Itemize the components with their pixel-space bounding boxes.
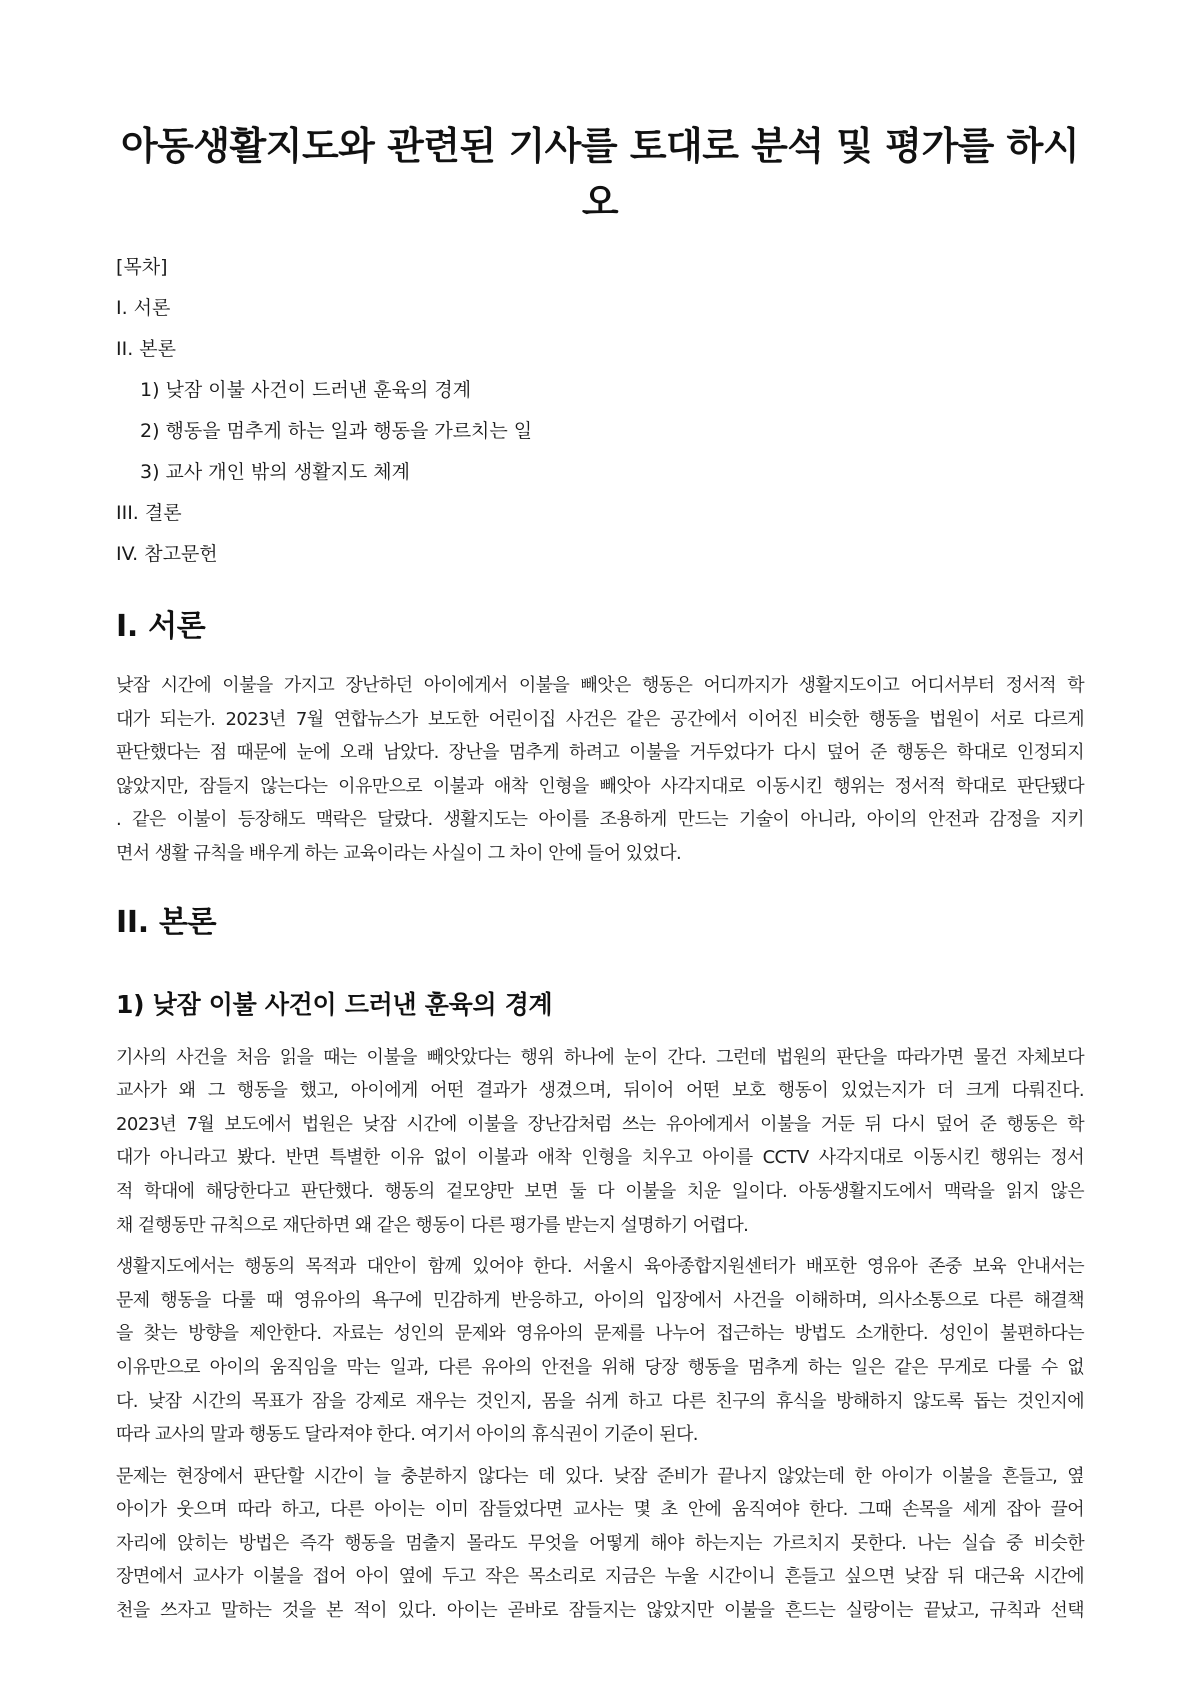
text-line: 생활지도에서는 행동의 목적과 대안이 함께 있어야 한다. 서울시 육아종합지원센터가 배포한 영유아 존중 보육 안내서는 — [116, 1256, 1084, 1278]
text-line: 장면에서 교사가 이불을 접어 아이 옆에 두고 작은 목소리로 지금은 누울 시간이니 흔들고 싶으면 낮잠 뒤 대근육 시간에 — [116, 1566, 1084, 1588]
toc-item-conclusion: III. 결론 — [116, 502, 182, 524]
toc-item-references: IV. 참고문헌 — [116, 543, 218, 565]
text-line: 판단했다는 점 때문에 눈에 오래 남았다. 장난을 멈추게 하려고 이불을 거두었다가 다시 덮어 준 행동은 학대로 인정되지 — [116, 742, 1084, 764]
text-line: 다. 낮잠 시간의 목표가 잠을 강제로 재우는 것인지, 몸을 쉬게 하고 다른 친구의 휴식을 방해하지 않도록 돕는 것인지에 — [116, 1390, 1084, 1412]
section-heading-body: II. 본론 — [116, 904, 217, 940]
toc-item-introduction: I. 서론 — [116, 297, 171, 319]
text-line: 아이가 웃으며 따라 하고, 다른 아이는 이미 잠들었다면 교사는 몇 초 안에 움직여야 한다. 그때 손목을 세게 잡아 끌어 — [116, 1499, 1084, 1521]
text-line: 낮잠 시간에 이불을 가지고 장난하던 아이에게서 이불을 빼앗은 행동은 어디까지가 생활지도이고 어디서부터 정서적 학 — [116, 675, 1084, 696]
body-paragraph-1 — [116, 1041, 1084, 1243]
intro-paragraph — [116, 669, 1084, 871]
text-line: 문제는 현장에서 판단할 시간이 늘 충분하지 않다는 데 있다. 낮잠 준비가 끝나지 않았는데 한 아이가 이불을 흔들고, 옆 — [116, 1465, 1084, 1487]
toc-heading: [목차] — [116, 256, 168, 278]
toc-item-body: II. 본론 — [116, 338, 176, 360]
section-heading-introduction: I. 서론 — [116, 609, 206, 644]
text-line: . 같은 이불이 등장해도 맥락은 달랐다. 생활지도는 아이를 조용하게 만드는 기술이 아니라, 아이의 안전과 감정을 지키 — [116, 809, 1084, 831]
text-line: 이유만으로 아이의 움직임을 막는 일과, 다른 유아의 안전을 위해 당장 행동을 멈추게 하는 일은 같은 무게로 다룰 수 없 — [116, 1356, 1084, 1378]
toc-item-body-1: 1) 낮잠 이불 사건이 드러낸 훈육의 경계 — [140, 379, 472, 401]
text-line: 않았지만, 잠들지 않는다는 이유만으로 이불과 애착 인형을 빼앗아 사각지대로 이동시킨 행위는 정서적 학대로 판단됐다 — [116, 775, 1084, 797]
text-line: 대가 되는가. 2023년 7월 연합뉴스가 보도한 어린이집 사건은 같은 공간에서 이어진 비슷한 행동을 법원이 서로 다르게 — [116, 708, 1084, 730]
text-line: 적 학대에 해당한다고 판단했다. 행동의 겉모양만 보면 둘 다 이불을 치운 일이다. 아동생활지도에서 맥락을 읽지 않은 — [116, 1180, 1084, 1202]
document-title: 아동생활지도와 관련된 기사를 토대로 분석 및 평가를 하시오 — [120, 124, 1080, 224]
body-paragraph-3 — [116, 1460, 1084, 1628]
text-line: 문제 행동을 다룰 때 영유아의 욕구에 민감하게 반응하고, 아이의 입장에서 사건을 이해하며, 의사소통으로 다른 해결책 — [116, 1289, 1084, 1311]
text-line: 채 겉행동만 규칙으로 재단하면 왜 같은 행동이 다른 평가를 받는지 설명하기 어렵다. — [116, 1214, 749, 1236]
table-of-contents — [116, 247, 1084, 575]
body-paragraph-2 — [116, 1250, 1084, 1452]
text-line: 2023년 7월 보도에서 법원은 낮잠 시간에 이불을 장난감처럼 쓰는 유아에게서 이불을 거둔 뒤 다시 덮어 준 행동은 학 — [116, 1113, 1084, 1135]
text-line: 자리에 앉히는 방법은 즉각 행동을 멈출지 몰라도 무엇을 어떻게 해야 하는지는 가르치지 못한다. 나는 실습 중 비슷한 — [116, 1532, 1084, 1554]
text-line: 면서 생활 규칙을 배우게 하는 교육이라는 사실이 그 차이 안에 들어 있었다. — [116, 842, 682, 864]
text-line: 을 찾는 방향을 제안한다. 자료는 성인의 문제와 영유아의 문제를 나누어 접근하는 방법도 소개한다. 성인이 불편하다는 — [116, 1323, 1084, 1345]
subsection-heading-1: 1) 낮잠 이불 사건이 드러낸 훈육의 경계 — [116, 989, 553, 1019]
text-line: 천을 쓰자고 말하는 것을 본 적이 있다. 아이는 곧바로 잠들지는 않았지만 이불을 흔드는 실랑이는 끝났고, 규칙과 선택 — [116, 1600, 1084, 1622]
text-line: 기사의 사건을 처음 읽을 때는 이불을 빼앗았다는 행위 하나에 눈이 간다. 그런데 법원의 판단을 따라가면 물건 자체보다 — [116, 1046, 1084, 1068]
text-line: 따라 교사의 말과 행동도 달라져야 한다. 여기서 아이의 휴식권이 기준이 된다. — [116, 1424, 698, 1446]
text-line: 교사가 왜 그 행동을 했고, 아이에게 어떤 결과가 생겼으며, 뒤이어 어떤 보호 행동이 있었는지가 더 크게 다뤄진다. — [116, 1080, 1084, 1102]
text-line: 대가 아니라고 봤다. 반면 특별한 이유 없이 이불과 애착 인형을 치우고 아이를 CCTV 사각지대로 이동시킨 행위는 정서 — [116, 1147, 1084, 1169]
toc-item-body-3: 3) 교사 개인 밖의 생활지도 체계 — [140, 461, 410, 483]
toc-item-body-2: 2) 행동을 멈추게 하는 일과 행동을 가르치는 일 — [140, 420, 533, 442]
